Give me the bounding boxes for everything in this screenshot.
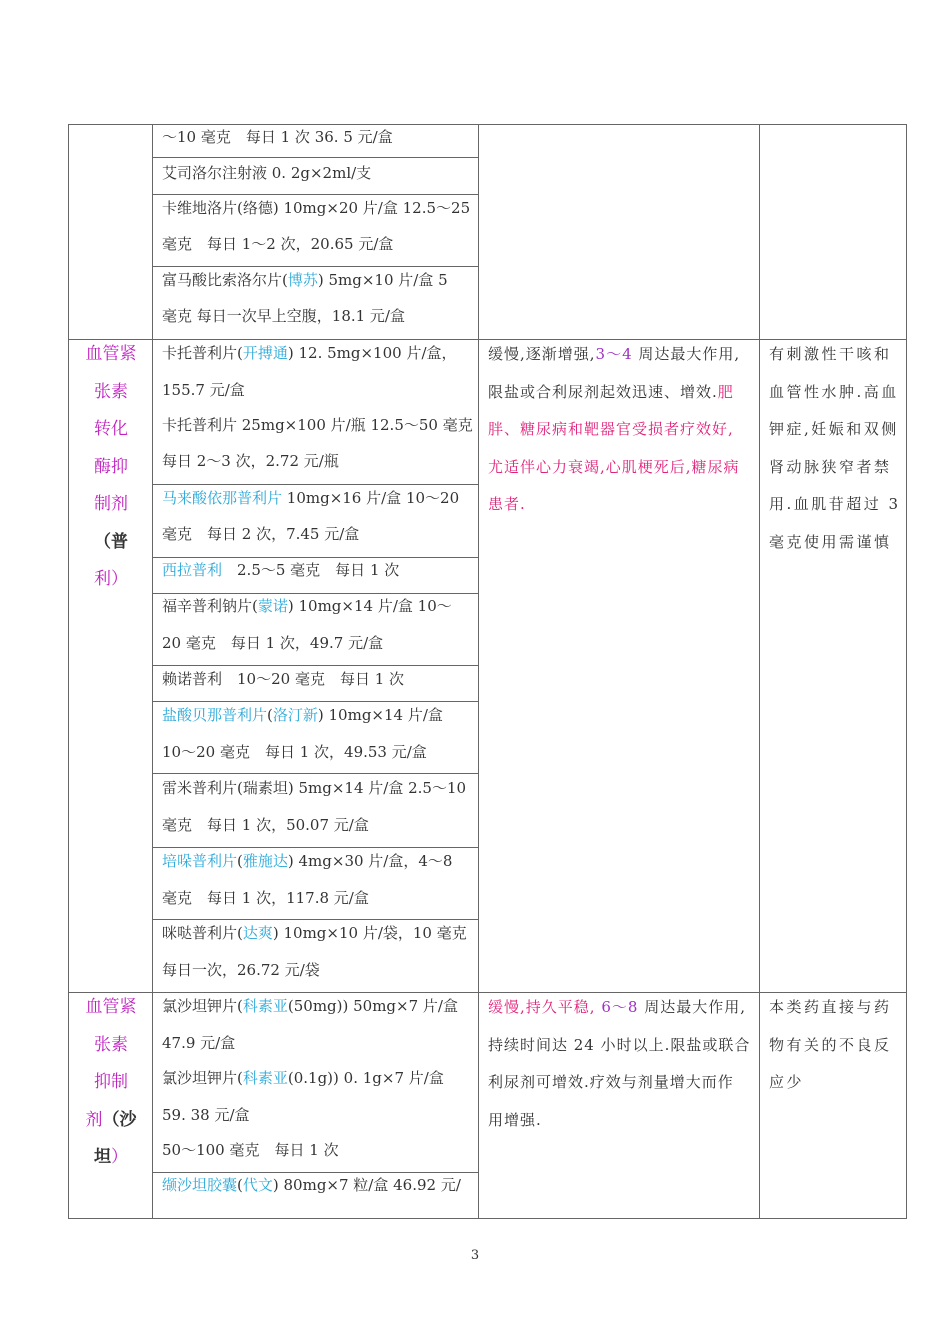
drug-line: 艾司洛尔注射液 0. 2g×2ml/支 bbox=[162, 164, 372, 182]
drug-line: 50～100 毫克 每日 1 次 bbox=[162, 1141, 339, 1159]
col-divider bbox=[478, 125, 479, 1218]
page-number: 3 bbox=[470, 1248, 480, 1263]
drug-line: 咪哒普利片(达爽) 10mg×10 片/袋，10 毫克 bbox=[162, 924, 467, 942]
drug-line: 西拉普利 2.5～5 毫克 每日 1 次 bbox=[162, 561, 400, 579]
drug-line: 每日 2～3 次，2.72 元/瓶 bbox=[162, 452, 339, 470]
drug-line: 赖诺普利 10～20 毫克 每日 1 次 bbox=[162, 670, 405, 688]
drug-line: 47.9 元/盒 bbox=[162, 1034, 236, 1052]
drug-line: 卡托普利片(开搏通) 12. 5mg×100 片/盒， bbox=[162, 344, 457, 362]
drug-line: 培哚普利片(雅施达) 4mg×30 片/盒，4～8 bbox=[162, 852, 453, 870]
category-arb: 血管紧 张素 抑制 剂（沙 坦） bbox=[85, 997, 137, 1167]
drug-line: 20 毫克 每日 1 次，49.7 元/盒 bbox=[162, 634, 384, 652]
drug-line: 富马酸比索洛尔片(博苏) 5mg×10 片/盒 5 bbox=[162, 271, 448, 289]
drug-line: ～10 毫克 每日 1 次 36. 5 元/盒 bbox=[162, 128, 393, 146]
drug-line: 卡托普利片 25mg×100 片/瓶 12.5～50 毫克 bbox=[162, 416, 473, 434]
col-divider bbox=[759, 125, 760, 1218]
drug-line: 雷米普利片(瑞素坦) 5mg×14 片/盒 2.5～10 bbox=[162, 779, 467, 797]
drug-line: 缬沙坦胶囊(代文) 80mg×7 粒/盒 46.92 元/ bbox=[162, 1176, 461, 1194]
drug-line: 每日一次，26.72 元/袋 bbox=[162, 961, 320, 979]
drug-line: 卡维地洛片(络德) 10mg×20 片/盒 12.5～25 bbox=[162, 199, 471, 217]
drug-line: 毫克 每日 1 次，117.8 元/盒 bbox=[162, 889, 369, 907]
drug-line: 毫克 每日一次早上空腹，18.1 元/盒 bbox=[162, 307, 405, 325]
drug-line: 155.7 元/盒 bbox=[162, 381, 245, 399]
drug-line: 福辛普利钠片(蒙诺) 10mg×14 片/盒 10～ bbox=[162, 597, 452, 615]
drug-line: 氯沙坦钾片(科素亚(50mg)) 50mg×7 片/盒 bbox=[162, 997, 458, 1015]
drug-line: 59. 38 元/盒 bbox=[162, 1106, 250, 1124]
drug-line: 氯沙坦钾片(科素亚(0.1g)) 0. 1g×7 片/盒 bbox=[162, 1069, 444, 1087]
category-ace-inhibitor: 血管紧 张素 转化 酶抑 制剂 （普 利） bbox=[85, 344, 137, 589]
features-ace: 缓慢,逐渐增强,3～4 周达最大作用, 限盐或合利尿剂起效迅速、增效.肥 胖、糖尿病和靶器官受损者疗效好, 尤适伴心力衰竭,心肌梗死后,糖尿病 患者. bbox=[488, 345, 741, 513]
notes-arb: 本类药直接与药 物有关的不良反 应少 bbox=[769, 998, 892, 1091]
drug-line: 毫克 每日 1～2 次，20.65 元/盒 bbox=[162, 235, 394, 253]
drug-line: 毫克 每日 1 次，50.07 元/盒 bbox=[162, 816, 369, 834]
drug-line: 马来酸依那普利片 10mg×16 片/盒 10～20 bbox=[162, 489, 460, 507]
drug-line: 毫克 每日 2 次，7.45 元/盒 bbox=[162, 525, 360, 543]
drug-line: 盐酸贝那普利片(洛汀新) 10mg×14 片/盒 bbox=[162, 706, 443, 724]
drug-line: 10～20 毫克 每日 1 次，49.53 元/盒 bbox=[162, 743, 427, 761]
notes-ace: 有刺激性干咳和 血管性水肿.高血 钾症,妊娠和双侧 肾动脉狭窄者禁 用.血肌苷超过 3 毫克使用需谨慎 bbox=[769, 345, 901, 551]
features-arb: 缓慢,持久平稳, 6～8 周达最大作用, 持续时间达 24 小时以上.限盐或联合 利尿剂可增效.疗效与剂量增大而作 用增强. bbox=[488, 998, 751, 1129]
drug-table bbox=[68, 124, 907, 1219]
